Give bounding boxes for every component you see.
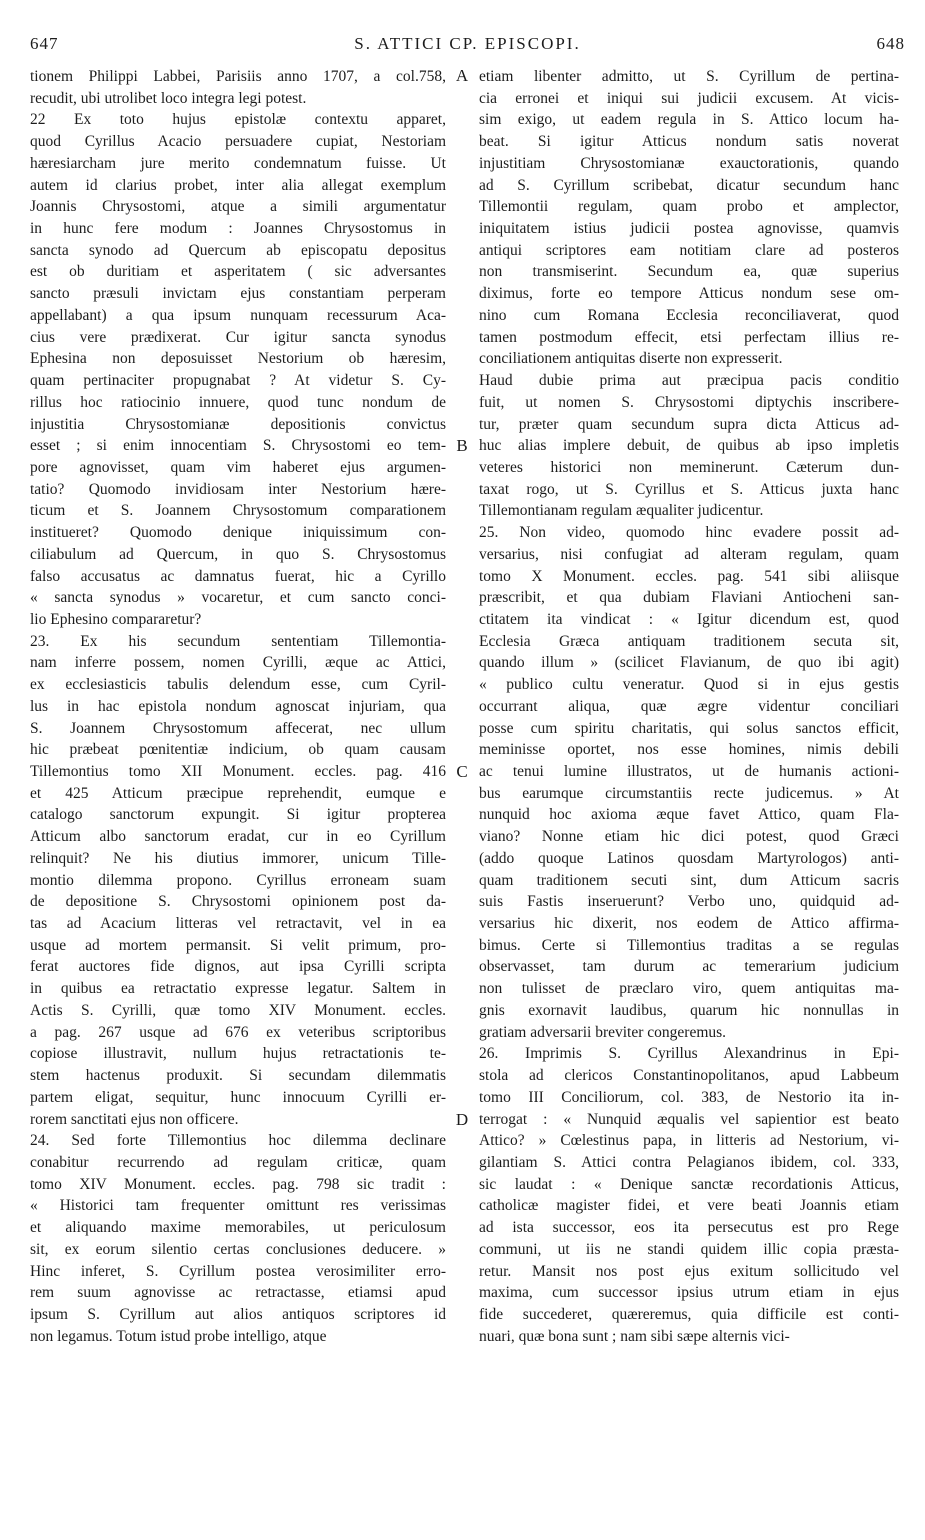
text-line: Tillemontii regulam, quam probo et amplector, — [479, 198, 899, 216]
text-line: observasset, tam durum ac temerarium judicium — [479, 958, 899, 976]
text-line: sic laudat : « Denique sanctæ recordationis Atticus, — [479, 1175, 899, 1193]
text-line: quam traditionem secuti sint, dum Atticum sacris — [479, 871, 899, 889]
text-line: a pag. 267 usque ad 676 ex veteribus scriptoribus — [30, 1023, 446, 1041]
text-line: non transmiserint. Secundum ea, quæ superius — [479, 263, 899, 281]
text-line: taxat rogo, ut S. Cyrillus et S. Atticus juxta hanc — [479, 480, 899, 498]
text-line: sancto præsuli invictam ejus constantiam perperam — [30, 285, 446, 303]
text-line: tionem Philippi Labbei, Parisiis anno 1707, a col.758, — [30, 68, 446, 85]
text-line: Hinc inferet, S. Cyrillum postea verosimiliter erro- — [30, 1262, 446, 1280]
text-line: 23. Ex his secundum sententiam Tillemontia- — [30, 632, 446, 650]
text-line: cius vere prædixerat. Cur igitur sancta synodus — [30, 328, 446, 346]
text-line: et 425 Atticum præcipue reprehendit, eumque e — [30, 784, 446, 802]
text-line: bimus. Certe si Tillemontius traditas a se regulas — [479, 936, 899, 954]
margin-marker-a: A — [455, 66, 469, 85]
running-header — [30, 34, 905, 58]
text-line: « publico cultu veneratur. Quod si in ejus gestis — [479, 676, 899, 694]
text-line: ctitatem ita vindicat : « Igitur dicendum est, quod — [479, 610, 899, 628]
text-line: S. Joannem Chrysostomum affecerat, nec ullum — [30, 719, 446, 737]
text-line: fide succederet, quæreremus, quia difficile est conti- — [479, 1305, 899, 1323]
text-line: Tillemontianam regulam æqualiter judicentur. — [479, 502, 764, 520]
text-line: de depositione S. Chrysostomi opinionem post da- — [30, 893, 446, 911]
text-line: injustitia Chrysostomianæ depositionis convictus — [30, 415, 446, 433]
text-line: retur. Mansit nos post ejus exitum sollicitudo vel — [479, 1262, 899, 1280]
text-line: autem id clarius probet, inter alia allegat exemplum — [30, 176, 446, 194]
text-line: Tillemontius tomo XII Monument. eccles. pag. 416 — [30, 763, 446, 780]
text-line: versarius, nisi confugiat ad alteram regulam, quam — [479, 545, 899, 563]
text-line: rillus hoc ratiocinio innuere, quod tunc nondum de — [30, 393, 446, 411]
text-line: gilantiam S. Attici contra Pelagianos ibidem, col. 333, — [479, 1153, 899, 1171]
text-line: rorem sanctitati ejus non officere. — [30, 1110, 239, 1128]
text-line: ac tenui lumine illustratos, ut de humanis actioni- — [479, 763, 899, 780]
text-line: Actis S. Cyrilli, quæ tomo XIV Monument. eccles. — [30, 1001, 446, 1019]
text-line: sit, ex eorum silentio certas conclusiones deducere. » — [30, 1240, 446, 1258]
text-line: diximus, forte eo tempore Atticus nondum sese om- — [479, 285, 899, 303]
text-line: « sancta synodus » vocaretur, et cum sancto conci- — [30, 589, 446, 607]
text-line: maxima, cum successor ipsius utrum etiam in ejus — [479, 1284, 899, 1302]
text-line: 25. Non video, quomodo hinc evadere possit ad- — [479, 524, 899, 542]
text-line: versarius hic dixerit, nos eodem de Attico affirma- — [479, 915, 899, 933]
text-line: Haud dubie prima aut præcipua pacis conditio — [479, 372, 899, 390]
text-line: quod Cyrillus Acacio persuadere cupiat, Nestoriam — [30, 133, 446, 151]
text-line: partem eligat, sequitur, hunc innocuum Cyrilli er- — [30, 1088, 446, 1106]
text-line: in hunc fere modum : Joannes Chrysostomus in — [30, 220, 446, 238]
text-line: Atticum albo sanctorum eradat, cur in eo Cyrillum — [30, 828, 446, 846]
left-column — [30, 66, 446, 1347]
text-line: tas ad Acacium litteras vel retractavit, vel in ea — [30, 915, 446, 933]
margin-marker-c: C — [456, 762, 468, 781]
text-line: nuari, quæ bona sunt ; nam sibi sæpe alternis vici- — [479, 1327, 790, 1345]
text-line: beat. Si igitur Atticus nondum satis noverat — [479, 133, 899, 151]
text-line: falso accusatus ac damnatus fuerat, hic a Cyrillo — [30, 567, 446, 585]
text-line: injustitiam Chrysostomianæ exauctorationis, quando — [479, 154, 899, 172]
text-line: nam inferre possem, nomen Cyrilli, æque ac Attici, — [30, 654, 446, 672]
text-line: lio Ephesino compararetur? — [30, 610, 202, 628]
text-line: montio dilemma propono. Cyrillus erroneam suam — [30, 871, 446, 889]
text-line: relinquit? Ne his diutius immorer, unicum Tille- — [30, 849, 446, 867]
text-line: non tulisset de præclaro viro, quem antiquitas ma- — [479, 980, 899, 998]
text-line: posse cum spiritu charitatis, qui solus sanctos efficit, — [479, 719, 899, 737]
text-line: gratiam adversarii breviter congeremus. — [479, 1023, 727, 1041]
text-line: 22 Ex toto hujus epistolæ contextu apparet, — [30, 111, 446, 129]
text-line: ex ecclesiasticis tabulis delendum esse, cum Cyril- — [30, 676, 446, 694]
text-line: 24. Sed forte Tillemontius hoc dilemma declinare — [30, 1132, 446, 1150]
text-line: ciliabulum ad Quercum, in quo S. Chrysostomus — [30, 545, 446, 563]
text-line: appellabant) a qua ipsum nunquam recessurum Aca- — [30, 306, 446, 324]
text-line: hic præbeat pœnitentiæ indicium, ob quam causam — [30, 741, 446, 759]
text-line: (addo quoque Latinos quosdam Martyrologos) anti- — [479, 849, 899, 867]
text-line: sancta synodo ad Quercum ab episcopatu depositus — [30, 241, 446, 259]
text-line: quando illum » (scilicet Flavianum, de quo ibi agit) — [479, 654, 899, 672]
text-line: pore agnovisset, quam vim haberet ejus argumen- — [30, 458, 446, 476]
text-line: nino cum Romana Ecclesia reconciliaverat, quod — [479, 306, 899, 324]
text-line: etiam libenter admitto, ut S. Cyrillum de pertina- — [479, 68, 899, 85]
text-line: meminisse oportet, nos esse homines, nimis debili — [479, 741, 899, 759]
text-line: usque ad mortem permansit. Si velit primum, pro- — [30, 936, 446, 954]
text-line: et aliquando maxime memorabiles, ut periculosum — [30, 1219, 446, 1237]
text-line: fuit, ut nomen S. Chrysostomi diptychis inscribere- — [479, 393, 899, 411]
text-line: Ecclesia Græca antiquam traditionem secuta sit, — [479, 632, 899, 650]
text-line: viano? Nonne etiam hic dici potest, quod Græci — [479, 828, 899, 846]
text-line: iniquitatem istius judicii postea agnovisse, quamvis — [479, 220, 899, 238]
text-line: « Historici tam frequenter omittunt res verissimas — [30, 1197, 446, 1215]
text-line: gnis exornavit laudibus, quarum hic nonnullas in — [479, 1001, 899, 1019]
running-title: S. ATTICI CP. EPISCOPI. — [354, 34, 581, 53]
margin-marker-d: D — [455, 1110, 469, 1129]
page-number-left: 647 — [30, 34, 59, 53]
text-line: ipsum S. Cyrillum aut alios antiquos scriptores id — [30, 1305, 446, 1323]
text-line: stem hactenus produxit. Si secundam dilemmatis — [30, 1067, 446, 1085]
text-line: tamen postmodum effecit, etsi perfectam illius re- — [479, 328, 899, 346]
text-line: præscribit, et qua dubiam Flaviani Antiocheni san- — [479, 589, 899, 607]
text-line: occurrant aliqua, quæ ægre videntur conciliari — [479, 697, 899, 715]
text-line: Ephesina non deposuisset Nestorium ob hæresim, — [30, 350, 446, 368]
text-line: ticum et S. Joannem Chrysostomum comparationem — [30, 502, 446, 520]
text-line: tatio? Quomodo invidiosam inter Nestorium hære- — [30, 480, 446, 498]
text-line: recudit, ubi utrolibet loco integra legi potest. — [30, 89, 307, 107]
text-line: esset ; si enim innocentiam S. Chrysostomi eo tem- — [30, 437, 446, 455]
text-line: conabitur recurrendo ad regulam criticæ, quam — [30, 1153, 446, 1171]
text-line: institueret? Quomodo denique iniquissimum con- — [30, 524, 446, 542]
text-line: copiose illustravit, nullum hujus retractationis te- — [30, 1045, 446, 1063]
text-line: ferat auctores fide dignos, aut ipsa Cyrilli scripta — [30, 958, 446, 976]
text-line: in quibus ea retractatio expresse legatur. Saltem in — [30, 980, 446, 998]
text-line: tomo X Monument. eccles. pag. 541 sibi aliisque — [479, 567, 899, 585]
text-line: bus earumque circumstantiis recte judicemus. » At — [479, 784, 899, 802]
margin-marker-b: B — [456, 436, 468, 455]
text-line: catholicæ magister fidei, et vere beati Joannis etiam — [479, 1197, 899, 1215]
text-line: nunquid hoc axioma æque favet Attico, quam Fla- — [479, 806, 899, 824]
right-column — [479, 66, 899, 1347]
text-line: Attico? » Cœlestinus papa, in litteris ad Nestorium, vi- — [479, 1132, 899, 1150]
text-line: tur, præter quam secundum supra dicta Atticus ad- — [479, 415, 899, 433]
text-line: lus in hac epistola nondum agnoscat injuriam, qua — [30, 697, 446, 715]
text-line: terrogat : « Nunquid æqualis vel sapientior est beato — [479, 1110, 899, 1128]
text-line: tomo III Conciliorum, col. 383, de Nestorio ita in- — [479, 1088, 899, 1106]
text-line: tomo XIV Monument. eccles. pag. 798 sic tradit : — [30, 1175, 446, 1193]
text-line: antiqui scriptores eam notitiam clare ad posteros — [479, 241, 899, 259]
text-line: hæresiarcham jure merito condemnatum fuisse. Ut — [30, 154, 446, 172]
text-line: 26. Imprimis S. Cyrillus Alexandrinus in Epi- — [479, 1045, 899, 1063]
text-line: rem suum agnovisse ac retractasse, etiamsi apud — [30, 1284, 446, 1302]
text-line: conciliationem antiquitas diserte non expresserit. — [479, 350, 783, 368]
text-line: quam pertinaciter propugnabat ? At videtur S. Cy- — [30, 372, 446, 390]
text-line: est ob duritiam et asperitatem ( sic adversantes — [30, 263, 446, 281]
text-line: cia erronei et iniqui sui judicii excusem. At vicis- — [479, 89, 899, 107]
text-line: suis Fastis inseruerunt? Verbo uno, quidquid ad- — [479, 893, 899, 911]
text-line: sim exigo, ut eadem regula in S. Attico locum ha- — [479, 111, 899, 129]
text-line: catalogo sanctorum expungit. Si igitur propterea — [30, 806, 446, 824]
text-line: ad S. Cyrillum scribebat, dicatur secundum hanc — [479, 176, 899, 194]
text-line: Joannis Chrysostomi, atque a simili argumentatur — [30, 198, 446, 216]
text-line: ad ista successor, eos ita persecutus est pro Rege — [479, 1219, 899, 1237]
text-line: communi, ut iis ne standi quidem illic copia præsta- — [479, 1240, 899, 1258]
text-line: non legamus. Totum istud probe intelligo, atque — [30, 1327, 327, 1345]
page-number-right: 648 — [876, 34, 905, 53]
text-line: huc alias implere debuit, de quibus ab ipso impletis — [479, 437, 899, 455]
text-line: veteres historici non meminerunt. Cæterum dun- — [479, 458, 899, 476]
text-line: stola ad clericos Constantinopolitanos, apud Labbeum — [479, 1067, 899, 1085]
